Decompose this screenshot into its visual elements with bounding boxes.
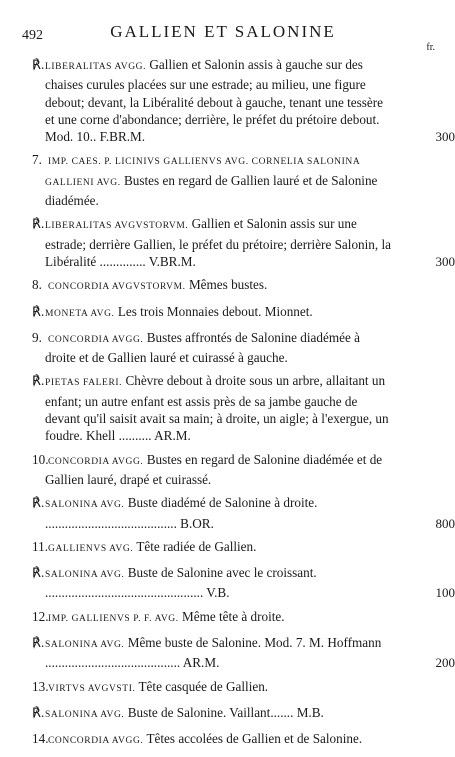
entry-text: Buste de Salonine. Vaillant....... M.B. (127, 704, 324, 720)
reverse-marker: ℟. (32, 704, 45, 720)
entry-number: 8. (32, 277, 42, 293)
price: 100 (435, 585, 455, 601)
catalogue-entry (32, 564, 455, 602)
catalogue-entry (32, 276, 392, 296)
catalogue-entry (32, 303, 392, 323)
entry-number: 9. (32, 329, 42, 345)
entry-number: 12. (32, 608, 49, 624)
catalogue-entry (32, 56, 455, 145)
catalogue-body (32, 56, 455, 757)
catalogue-entry (32, 730, 392, 750)
column-header: fr. (426, 42, 435, 53)
entry-number: 11. (32, 538, 48, 554)
legend: CONCORDIA AVGG. (48, 456, 144, 467)
catalogue-entry (32, 538, 392, 558)
page-number: 492 (22, 28, 43, 43)
entry-number: 7. (32, 152, 42, 168)
entry-text: Tête radiée de Gallien. (136, 538, 257, 554)
legend: MONETA AVG. (45, 308, 115, 319)
entry-text: Gallien et Salonin assis sur une estrade; derrière Gallien, le préfet du prétoire; derrière Salonin, la Libéralité .............. V.BR.M. (45, 216, 392, 269)
legend: VIRTVS AVGVSTI. (48, 683, 136, 694)
reverse-marker: ℟. (32, 57, 45, 72)
entry-text: Bustes en regard de Gallien lauré et de Salonine diadémée. (45, 172, 378, 209)
entry-text: Même buste de Salonine. Mod. 7. M. Hoffmann ......................................... AR.M. (45, 635, 382, 671)
page-title: GALLIEN ET SALONINE (110, 22, 336, 41)
catalogue-entry (32, 215, 455, 270)
catalogue-entry (32, 494, 455, 532)
reverse-marker: ℟. (32, 303, 45, 319)
legend: SALONINA AVG. (45, 640, 125, 651)
catalogue-entry (32, 372, 392, 444)
legend: SALONINA AVG. (45, 709, 125, 720)
entry-number: 13. (32, 678, 49, 694)
entry-text: Gallien et Salonin assis à gauche sur des chaises curules placées sur une estrade; au milieu, une figure debout; devant, la Libéralité debout à gauche, tenant une tessère et une corne d'abondance; derrière, le préfet du prétoire debout. Mod. 10.. F.BR.M. (45, 57, 383, 145)
page-header (0, 22, 446, 42)
price: 300 (435, 129, 455, 145)
catalogue-entry (32, 704, 392, 724)
legend: LIBERALITAS AVGG. (45, 62, 147, 72)
legend: PIETAS FALERI. (45, 378, 123, 389)
reverse-marker: ℟. (32, 565, 45, 581)
entry-text: Même tête à droite. (182, 608, 285, 624)
legend: IMP. GALLIENVS P. F. AVG. (48, 613, 179, 624)
legend: CONCORDIA AVGG. (48, 334, 144, 345)
legend: IMP. CAES. P. LICINIVS GALLIENVS AVG. CORNELIA SALONINA GALLIENI AVG. (45, 157, 360, 188)
entry-text: Buste diadémé de Salonine à droite. ........................................ B.OR. (45, 495, 318, 531)
catalogue-entry (32, 634, 455, 672)
price: 200 (435, 655, 455, 671)
legend: LIBERALITAS AVGVSTORVM. (45, 221, 189, 232)
entry-text: Bustes affrontés de Salonine diadémée à droite et de Gallien lauré et cuirassé à gauche. (45, 329, 360, 366)
entry-text: Les trois Monnaies debout. Mionnet. (117, 303, 313, 319)
entry-text: Bustes en regard de Salonine diadémée et de Gallien lauré, drapé et cuirassé. (45, 451, 383, 487)
price: 300 (435, 253, 455, 269)
reverse-marker: ℟. (32, 635, 45, 651)
legend: SALONINA AVG. (45, 570, 125, 581)
entry-text: Tête casquée de Gallien. (138, 678, 269, 694)
catalogue-entry (32, 608, 392, 628)
reverse-marker: ℟. (32, 216, 45, 232)
legend: SALONINA AVG. (45, 500, 125, 511)
legend: GALLIENVS AVG. (48, 543, 134, 554)
catalogue-entry (32, 151, 392, 209)
catalogue-entry (32, 678, 392, 698)
entry-text: Chèvre debout à droite sous un arbre, allaitant un enfant; un autre enfant est assis près de sa jambe gauche de devant qu'il saisit avait sa main; à droite, un aigle; à l'exergue, un foudre. Khell .......... AR.M. (45, 373, 389, 444)
legend: CONCORDIA AVGG. (48, 736, 144, 747)
entry-number: 14. (32, 731, 49, 747)
legend: CONCORDIA AVGVSTORVM. (48, 282, 186, 293)
price: 800 (435, 515, 455, 531)
reverse-marker: ℟. (32, 495, 45, 511)
entry-text: Têtes accolées de Gallien et de Salonine. (146, 731, 363, 747)
reverse-marker: ℟. (32, 373, 45, 389)
entry-number: 10. (32, 451, 49, 467)
catalogue-entry (32, 329, 392, 367)
catalogue-entry (32, 451, 392, 489)
entry-text: Buste de Salonine avec le croissant. ................................................ V.B. (45, 565, 317, 601)
entry-text: Mêmes bustes. (188, 277, 268, 293)
